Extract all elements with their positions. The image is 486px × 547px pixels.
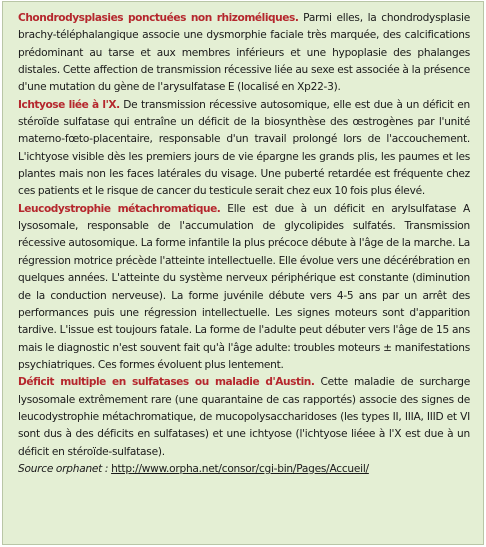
paragraph-chondrodysplasies bbox=[18, 10, 470, 97]
paragraph-ichtyose bbox=[18, 97, 470, 201]
term-ichtyose: Ichtyose liée à l'X. bbox=[18, 98, 120, 111]
source-link[interactable]: http://www.orpha.net/consor/cgi-bin/Pages/Accueil/ bbox=[111, 462, 369, 475]
paragraph-text: Elle est due à un déficit en arylsulfatase A lysosomale, responsable de l'accumulation de glycolipides sulfatés. Transmission récessive autosomique. La forme infantile la plus précoce débute à l'âge de la marche. La régression motrice précède l'atteinte intellectuelle. Elle évolue vers une décérébration en quelques années. L'atteinte du système nerveux périphérique est constante (diminution de la conduction nerveuse). La forme juvénile débute vers 4-5 ans par un arrêt des performances puis une régression intellectuelle. Les signes moteurs sont d'apparition tardive. L'issue est toujours fatale. La forme de l'adulte peut débuter vers l'âge de 15 ans mais le diagnostic n'est souvent fait qu'à l'âge adulte: troubles moteurs ± manifestations psychiatriques. Ces formes évoluent plus lentement. bbox=[18, 202, 470, 371]
source-line bbox=[18, 461, 470, 478]
paragraph-text: Parmi elles, la chondrodysplasie brachy-téléphalangique associe une dysmorphie faciale très marquée, des calcifications prédominant au tarse et aux membres inférieurs et une hypoplasie des phalanges distales. Cette affection de transmission récessive liée au sexe est associée à la présence d'une mutation du gène de l'arysulfatase E (localisé en Xp22-3). bbox=[18, 12, 470, 94]
term-deficit-multiple: Déficit multiple en sulfatases ou maladie d'Austin. bbox=[18, 376, 315, 389]
paragraph-text: De transmission récessive autosomique, elle est due à un déficit en stéroïde sulfatase qui entraîne un déficit de la biosynthèse des œstrogènes par l'unité materno-fœto-placentaire, responsable d'un travail prolongé lors de l'accouchement. L'ichtyose visible dès les premiers jours de vie épargne les grands plis, les paumes et les plantes mais non les faces latérales du visage. Une puberté retardée est fréquente chez ces patients et le risque de cancer du testicule serait chez eux 10 fois plus élevé. bbox=[18, 98, 470, 198]
paragraph-text: Cette maladie de surcharge lysosomale extrêmement rare (une quarantaine de cas rapportés) associe des signes de leucodystrophie métachromatique, de mucopolysaccharidoses (les types II, IIIA, IIID et VI sont dus à des déficits en sulfatases) et une ichtyose (l'ichtyose liéee à l'X est due à un déficit en stéroïde-sulfatase). bbox=[18, 376, 470, 458]
paragraph-leucodystrophie bbox=[18, 201, 470, 374]
term-leucodystrophie: Leucodystrophie métachromatique. bbox=[18, 202, 221, 215]
source-label: Source orphanet : bbox=[18, 462, 109, 475]
term-chondrodysplasies: Chondrodysplasies ponctuées non rhizoméliques. bbox=[18, 12, 299, 24]
paragraph-deficit-multiple bbox=[18, 374, 470, 461]
info-box bbox=[2, 1, 484, 545]
